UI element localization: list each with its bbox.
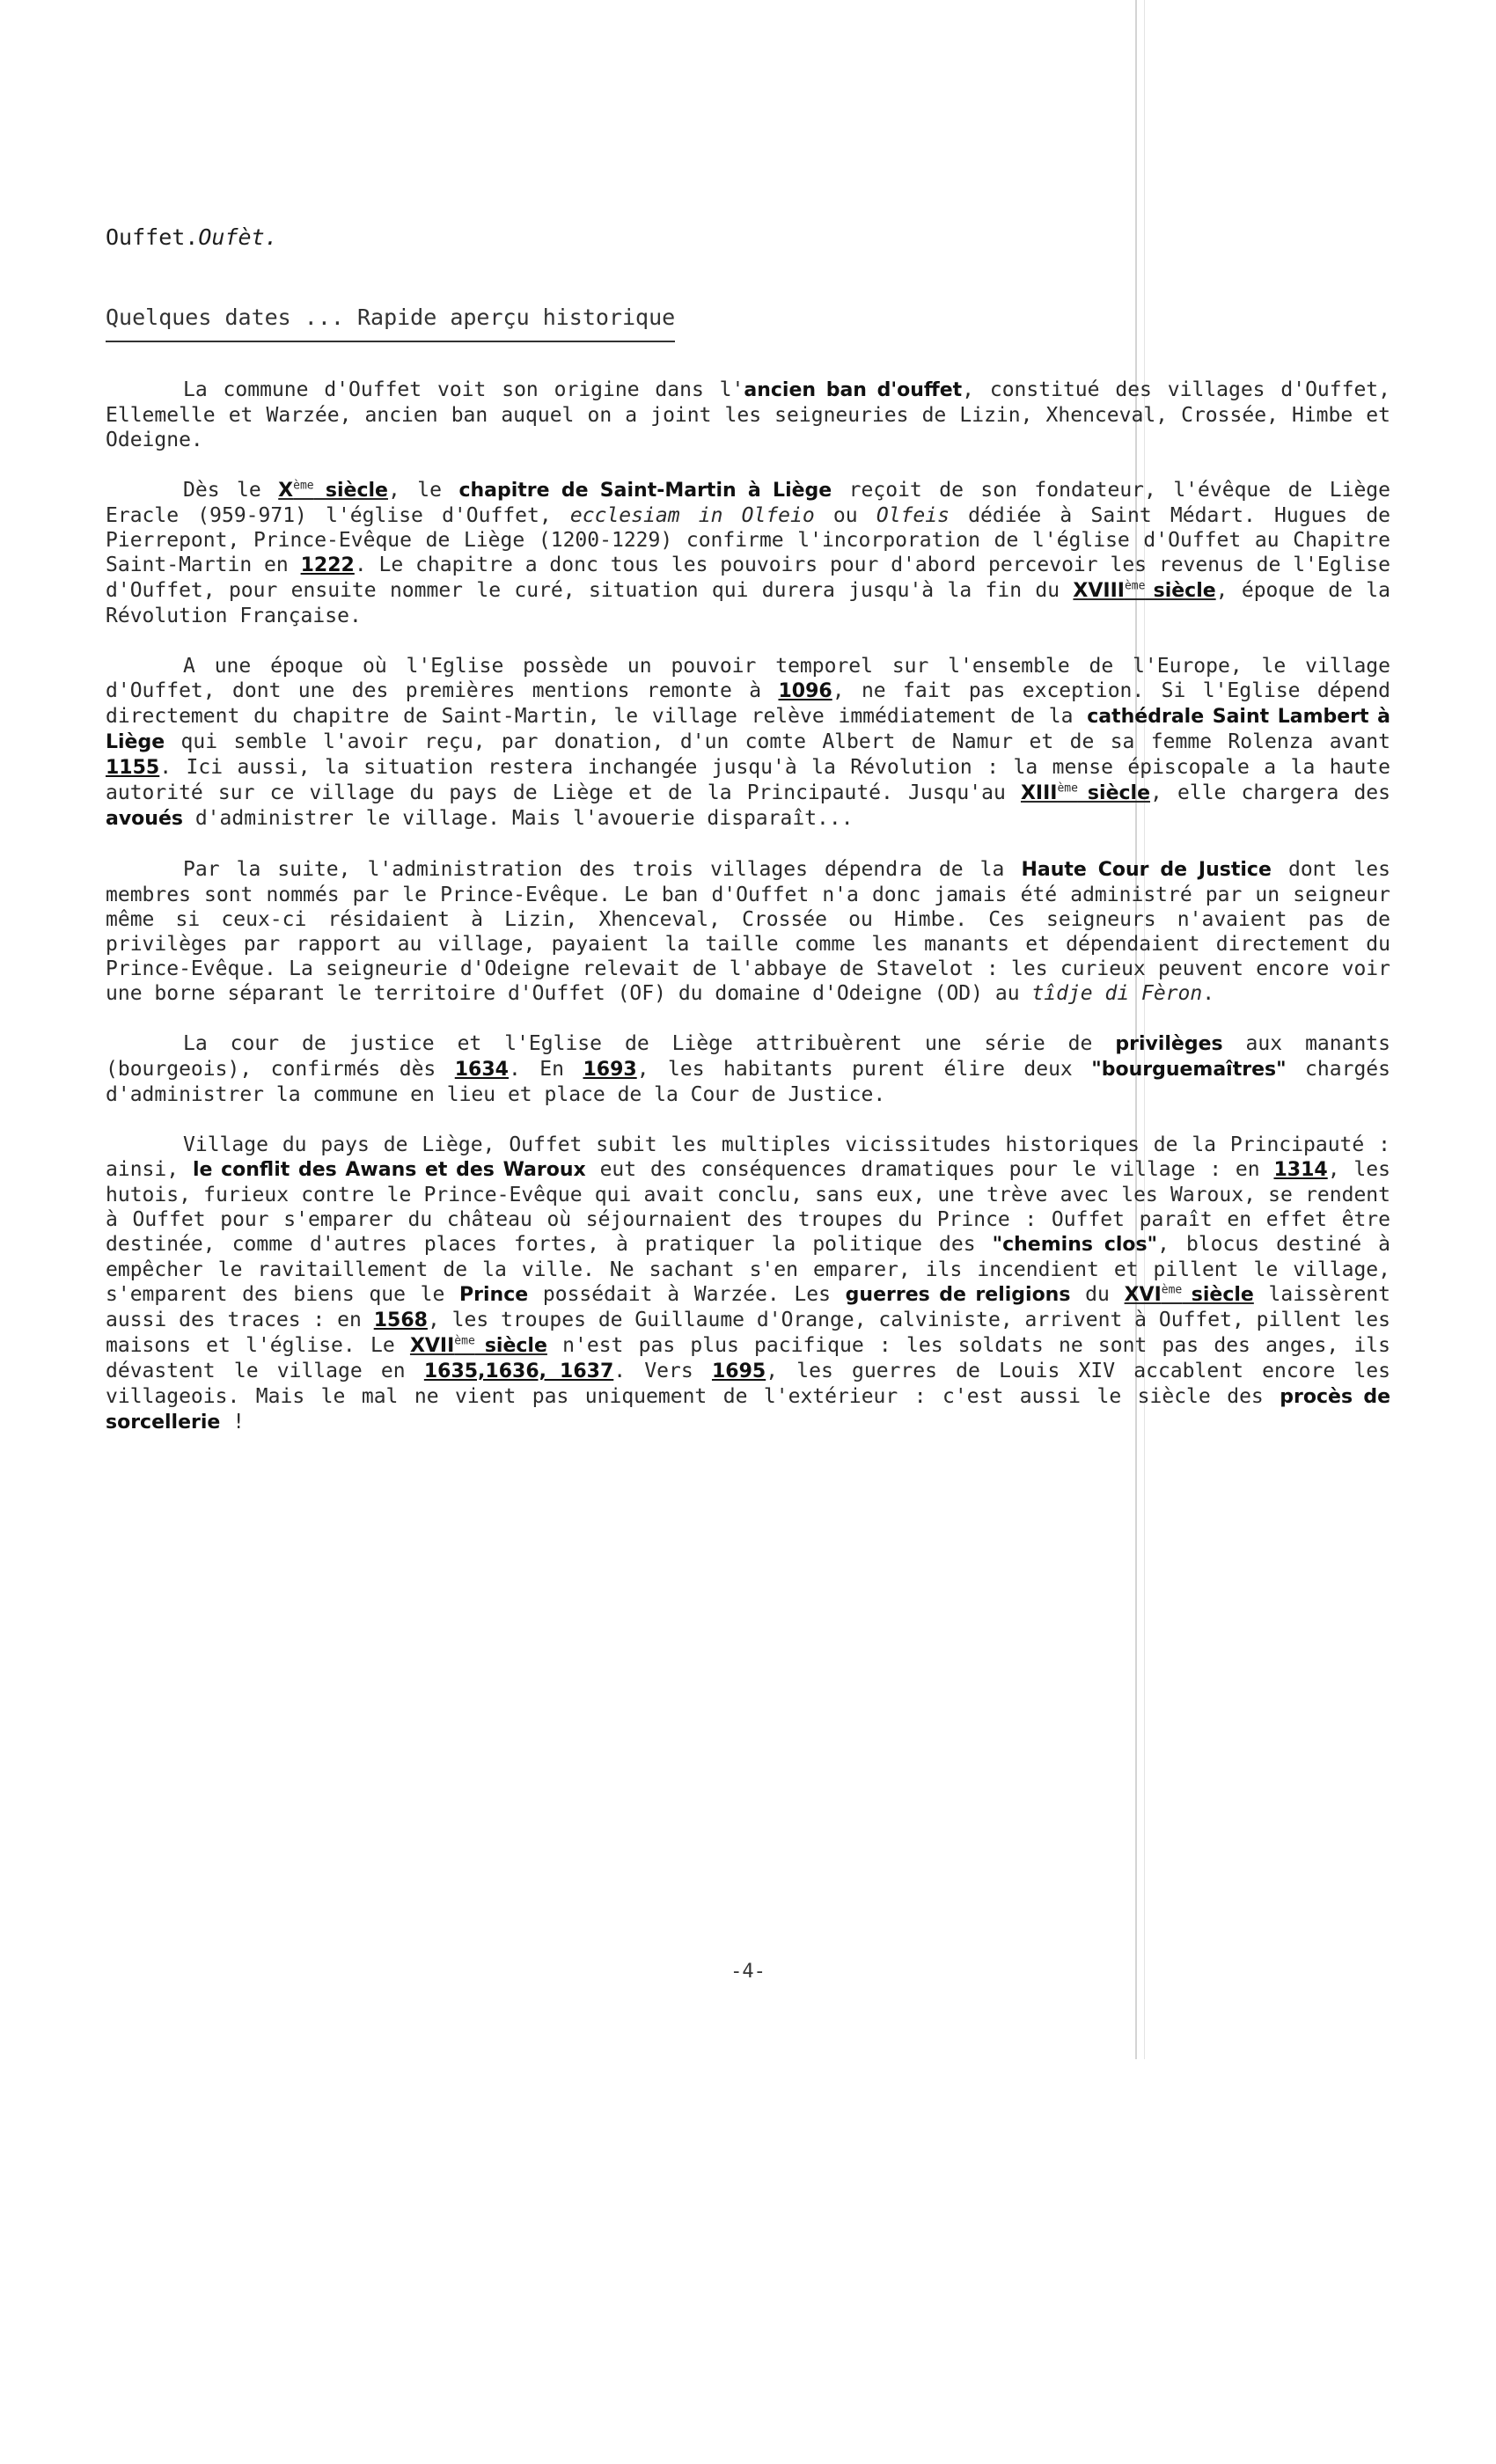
century-ref	[410, 1334, 547, 1357]
text-run: du	[1070, 1283, 1125, 1306]
latin-term: ecclesiam in Olfeio	[569, 504, 815, 527]
text-run: , elle chargera des	[1150, 781, 1391, 804]
text-run: d'administrer le village. Mais l'avouerie disparaît...	[182, 807, 854, 830]
superscript: ème	[1161, 1283, 1183, 1297]
text-run: , ne fait pas exception. Si l'Eglise dépend directement du chapitre de Saint-Martin, le village relève immédiatement de la	[106, 679, 1390, 728]
section-subtitle: Quelques dates ... Rapide aperçu historique	[106, 304, 675, 342]
paragraph-2	[106, 478, 1390, 628]
century-ref	[1073, 579, 1215, 602]
text-run: . Vers	[613, 1360, 712, 1382]
document-page	[106, 224, 1390, 1461]
superscript: ème	[1124, 579, 1146, 593]
paragraph-3	[106, 654, 1390, 832]
text-run: n'est pas plus pacifique : les soldats ne sont pas des anges, ils dévastent le village en	[106, 1334, 1390, 1382]
century-word: siècle	[1145, 580, 1216, 602]
superscript: ème	[1057, 781, 1078, 796]
title-walloon-text: Oufèt.	[198, 224, 278, 250]
text-run: , les hutois, furieux contre le Prince-Evêque qui avait conclu, sans eux, une trève avec les Waroux, se rendent à Ouffet pour s'emparer du château où séjournaient des troupes du Prince : Ouffet paraît en effet être destinée, comme d'autres places fortes, à pratiquer la politique des	[106, 1158, 1390, 1256]
date-ref: 1693	[583, 1059, 637, 1081]
paragraph-1	[106, 378, 1390, 452]
text-run: . Le chapitre a donc tous les pouvoirs pour d'abord percevoir les revenus de l'Eglise d'Ouffet, pour ensuite nommer le curé, situation qui durera jusqu'à la fin du	[106, 554, 1390, 602]
text-run: La cour de justice et l'Eglise de Liège attribuèrent une série de	[183, 1032, 1116, 1055]
century-numeral: XVIII	[1073, 580, 1125, 602]
text-run: dédiée à Saint Médart. Hugues de Pierrepont, Prince-Evêque de Liège (1200-1229) confirme l'incorporation de l'église d'Ouffet au Chapitre Saint-Martin en	[106, 504, 1391, 576]
text-run: , constitué des villages d'Ouffet, Ellemelle et Warzée, ancien ban auquel on a joint les seigneuries de Lizin, Xhenceval, Crossée, Himbe et Odeigne.	[106, 378, 1391, 451]
document-title	[106, 224, 1390, 250]
bold-term: le conflit des Awans et des Waroux	[192, 1159, 586, 1181]
date-ref: 1635,1636, 1637	[423, 1360, 614, 1382]
text-run: A une époque où l'Eglise possède un pouvoir temporel sur l'ensemble de l'Europe, le village d'Ouffet, dont une des premières mentions remonte à	[106, 655, 1390, 702]
text-run: , les troupes de Guillaume d'Orange, calviniste, arrivent à Ouffet, pillent les maisons et l'église. Le	[106, 1309, 1390, 1357]
bold-term: ancien ban d'ouffet	[744, 379, 963, 401]
text-run: dont les membres sont nommés par le Prince-Evêque. Le ban d'Ouffet n'a donc jamais été administré par un seigneur même si ceux-ci résidaient à Lizin, Xhenceval, Crossée ou Himbe. Ces seigneurs n'avaient pas de privilèges par rapport au village, payaient la taille comme les manants et dépendaient directement du Prince-Evêque. La seigneurie d'Odeigne relevait de l'abbaye de Stavelot : les curieux peuvent encore voir une borne séparant le territoire d'Ouffet (OF) du domaine d'Odeigne (OD) au	[106, 858, 1390, 1005]
date-ref: 1096	[778, 680, 832, 702]
text-run: , époque de la Révolution Française.	[106, 579, 1390, 627]
superscript: ème	[454, 1334, 475, 1348]
latin-term: Olfeis	[876, 504, 950, 527]
text-run: chargés d'administrer la commune en lieu et place de la Cour de Justice.	[106, 1058, 1390, 1106]
text-run: . Ici aussi, la situation restera inchangée jusqu'à la Révolution : la mense épiscopale a la haute autorité sur ce village du pays de Liège et de la Principauté. Jusqu'au	[106, 756, 1390, 804]
century-word: siècle	[1182, 1284, 1254, 1306]
date-ref: 1695	[711, 1360, 766, 1382]
bold-term: chapitre de Saint-Martin à Liège	[458, 480, 832, 502]
century-word: siècle	[474, 1335, 547, 1357]
date-ref: 1155	[106, 757, 160, 779]
date-ref: 1568	[373, 1309, 428, 1331]
text-run: qui semble l'avoir reçu, par donation, d'un comte Albert de Namur et de sa femme Rolenza avant	[165, 730, 1390, 753]
text-run: La commune d'Ouffet voit son origine dans l'	[183, 378, 744, 401]
paragraph-6	[106, 1133, 1390, 1435]
century-numeral: XIII	[1020, 782, 1058, 804]
century-ref	[278, 479, 388, 502]
century-word: siècle	[1077, 782, 1150, 804]
century-numeral: X	[278, 480, 294, 502]
text-run: . En	[508, 1058, 583, 1081]
text-run: eut des conséquences dramatiques pour le village : en	[585, 1158, 1274, 1181]
page-number: -4-	[730, 1961, 766, 1983]
title-text: Ouffet.	[106, 224, 199, 250]
bold-term: privilèges	[1115, 1033, 1223, 1055]
date-ref: 1634	[454, 1059, 509, 1081]
date-ref: 1222	[300, 554, 355, 576]
bold-term: Prince	[459, 1284, 529, 1306]
bold-term: "bourguemaîtres"	[1091, 1059, 1287, 1081]
text-run: , le	[387, 479, 459, 502]
bold-term: cathédrale Saint Lambert à Liège	[106, 706, 1390, 753]
text-run: Par la suite, l'administration des trois villages dépendra de la	[183, 858, 1022, 881]
text-run: reçoit de son fondateur, l'évêque de Liège Eracle (959-971) l'église d'Ouffet,	[106, 479, 1390, 527]
text-run: ou	[814, 504, 876, 527]
text-run: possédait à Warzée. Les	[528, 1283, 846, 1306]
century-numeral: XVII	[409, 1335, 455, 1357]
century-ref	[1125, 1283, 1254, 1306]
century-word: siècle	[313, 480, 388, 502]
bold-term: guerres de religions	[845, 1284, 1071, 1306]
text-run: , les habitants purent élire deux	[636, 1058, 1092, 1081]
text-run: !	[220, 1411, 246, 1434]
text-run: .	[1202, 982, 1215, 1005]
bold-term: "chemins clos"	[992, 1234, 1158, 1256]
bold-term: avoués	[106, 808, 183, 830]
walloon-term: tîdje di Fèron	[1031, 982, 1203, 1005]
superscript: ème	[293, 479, 314, 493]
paragraph-5	[106, 1031, 1390, 1107]
text-run: Village du pays de Liège, Ouffet subit les multiples vicissitudes historiques de la Principauté : ainsi,	[106, 1133, 1390, 1181]
text-run: , les guerres de Louis XIV accablent encore les villageois. Mais le mal ne vient pas uniquement de l'extérieur : c'est aussi le siècle des	[106, 1360, 1390, 1408]
text-run: , blocus destiné à empêcher le ravitaillement de la ville. Ne sachant s'en emparer, ils incendient et pillent le village, s'emparent des biens que le	[106, 1233, 1390, 1306]
bold-term: procès de sorcellerie	[106, 1386, 1390, 1434]
century-ref	[1021, 781, 1150, 804]
text-run: Dès le	[183, 479, 279, 502]
century-numeral: XVI	[1124, 1284, 1162, 1306]
text-run: laissèrent aussi des traces : en	[106, 1283, 1391, 1331]
date-ref: 1314	[1273, 1159, 1328, 1181]
bold-term: Haute Cour de Justice	[1021, 859, 1272, 881]
paragraph-4	[106, 857, 1390, 1006]
text-run: aux manants (bourgeois), confirmés dès	[106, 1032, 1390, 1081]
